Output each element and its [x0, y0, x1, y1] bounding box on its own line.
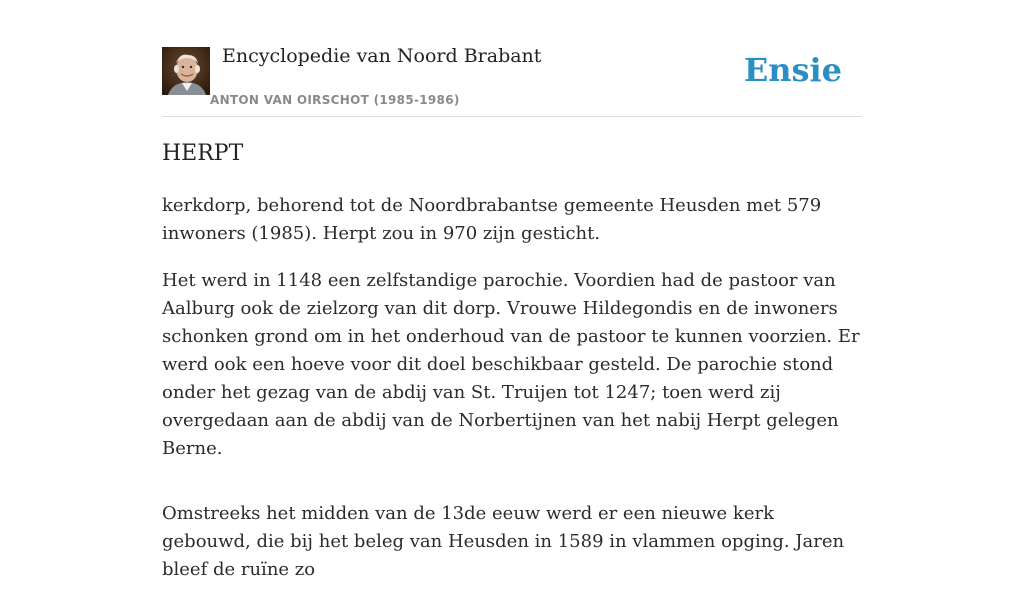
author-portrait-icon [162, 47, 210, 95]
article-header [162, 45, 862, 117]
author-avatar[interactable] [162, 47, 210, 95]
article-paragraph: Omstreeks het midden van de 13de eeuw werd er een nieuwe kerk gebouwd, die bij het beleg van Heusden in 1589 in vlammen opging. Jaren bleef de ruïne zo [162, 503, 845, 580]
source-title[interactable]: Encyclopedie van Noord Brabant [222, 45, 542, 67]
author-name[interactable]: ANTON VAN OIRSCHOT (1985-1986) [210, 93, 460, 107]
article-body [162, 138, 864, 603]
site-logo[interactable]: Ensie [743, 51, 842, 89]
article-paragraph: Het werd in 1148 een zelfstandige parochie. Voordien had de pastoor van Aalburg ook de zielzorg van dit dorp. Vrouwe Hildegondis en de inwoners schonken grond om in het onderhoud van de pastoor te kunnen voorzien. Er werd ook een hoeve voor dit doel beschikbaar gesteld. De parochie stond onder het gezag van de abdij van St. Truijen tot 1247; toen werd zij overgedaan aan de abdij van de Norbertijnen van het nabij Herpt gelegen Berne. [162, 270, 860, 459]
article-title: HERPT [162, 141, 244, 166]
article-paragraph: kerkdorp, behorend tot de Noordbrabantse gemeente Heusden met 579 inwoners (1985). Herpt zou in 970 zijn gesticht. [162, 195, 822, 244]
